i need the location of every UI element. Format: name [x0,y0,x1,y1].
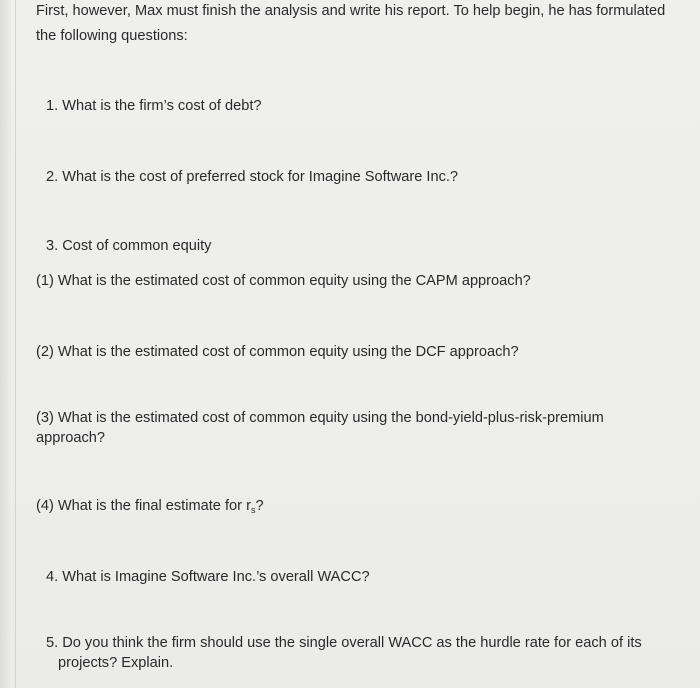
question-3: 3. Cost of common equity [46,238,212,254]
question-1: 1. What is the firm’s cost of debt? [46,98,262,114]
question-5-line-1: 5. Do you think the firm should use the single overall WACC as the hurdle rate for each of its [46,635,642,651]
intro-line-2: the following questions: [36,28,188,44]
question-3-4-text: (4) What is the final estimate for r [36,498,251,514]
question-3-2: (2) What is the estimated cost of common equity using the DCF approach? [36,344,519,360]
question-3-4 [36,495,264,518]
question-5-line-2: projects? Explain. [58,655,174,671]
subscript-s: s [250,505,256,515]
question-4: 4. What is Imagine Software Inc.’s overall WACC? [46,569,370,585]
page-left-edge [0,0,12,688]
page-margin-line [15,0,16,688]
intro-line-1: First, however, Max must finish the analysis and write his report. To help begin, he has formulated [36,3,666,19]
question-3-4-suffix: ? [255,498,264,514]
question-2: 2. What is the cost of preferred stock for Imagine Software Inc.? [46,169,459,185]
question-3-1: (1) What is the estimated cost of common equity using the CAPM approach? [36,273,531,289]
question-3-3-line-2: approach? [36,430,105,446]
question-3-3-line-1: (3) What is the estimated cost of common equity using the bond-yield-plus-risk-premium [36,410,604,426]
